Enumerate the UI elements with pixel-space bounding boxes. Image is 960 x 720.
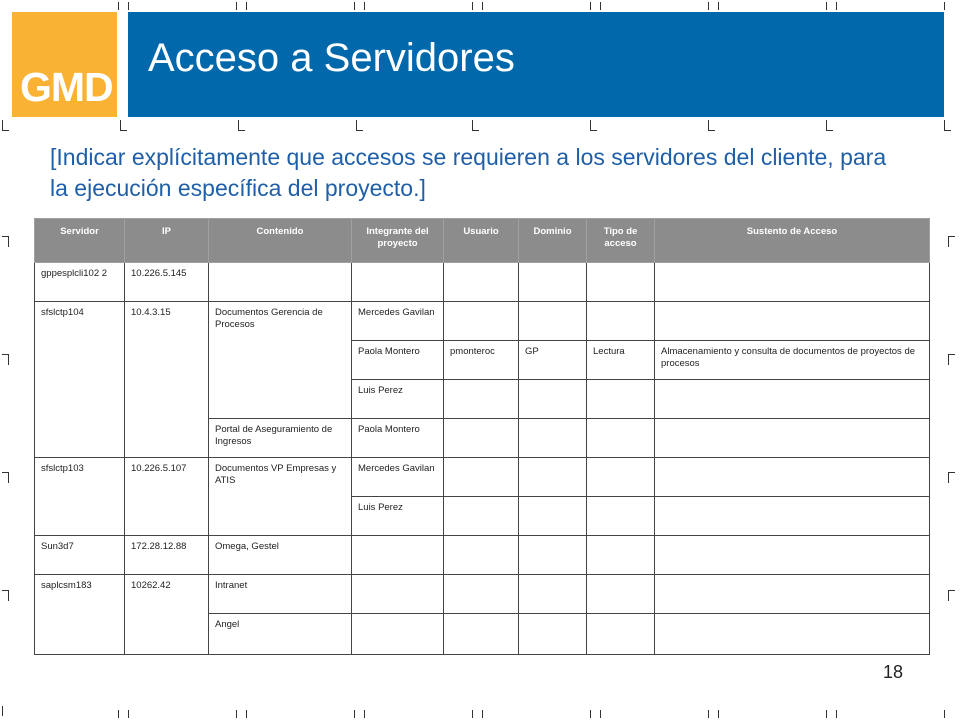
cell-empty: [655, 380, 930, 419]
cell-ip: 10.226.5.145: [125, 263, 209, 302]
cell-contenido: Documentos Gerencia de Procesos: [209, 302, 352, 419]
header-contenido: Contenido: [209, 219, 352, 263]
cell-contenido: Documentos VP Empresas y ATIS: [209, 458, 352, 536]
access-table: [34, 218, 930, 655]
cell-servidor: Sun3d7: [35, 536, 125, 575]
crop-mark: [246, 710, 257, 718]
cell-empty: [519, 302, 587, 341]
cell-empty: [587, 263, 655, 302]
cell-ip: 172.28.12.88: [125, 536, 209, 575]
crop-mark: [2, 590, 9, 601]
header-dominio: Dominio: [519, 219, 587, 263]
cell-empty: [655, 302, 930, 341]
cell-integrante: Paola Montero: [352, 341, 444, 380]
cell-empty: [444, 263, 519, 302]
cell-dominio: GP: [519, 341, 587, 380]
header-usuario: Usuario: [444, 219, 519, 263]
table-row: [35, 536, 930, 575]
crop-mark: [708, 120, 715, 131]
cell-empty: [587, 419, 655, 458]
crop-mark: [2, 472, 9, 483]
cell-empty: [519, 263, 587, 302]
cell-servidor: sfslctp103: [35, 458, 125, 536]
crop-mark: [590, 120, 597, 131]
crop-mark: [718, 2, 729, 10]
crop-mark: [948, 590, 955, 601]
gmd-logo: [12, 12, 117, 117]
cell-contenido: Portal de Aseguramiento de Ingresos: [209, 419, 352, 458]
crop-mark: [836, 2, 847, 10]
cell-empty: [655, 575, 930, 614]
crop-mark: [718, 710, 729, 718]
table-row: [35, 458, 930, 497]
crop-mark: [826, 120, 833, 131]
cell-empty: [444, 536, 519, 575]
crop-mark: [482, 2, 493, 10]
cell-integrante: Mercedes Gavilan: [352, 458, 444, 497]
crop-mark: [2, 236, 9, 247]
cell-empty: [352, 614, 444, 655]
crop-mark: [948, 236, 955, 247]
cell-contenido: Intranet: [209, 575, 352, 614]
crop-mark: [482, 710, 493, 718]
cell-ip: 10262.42: [125, 575, 209, 655]
cell-empty: [444, 614, 519, 655]
crop-mark: [364, 710, 375, 718]
cell-empty: [587, 536, 655, 575]
crop-mark: [948, 472, 955, 483]
cell-contenido: Angel: [209, 614, 352, 655]
cell-empty: [587, 458, 655, 497]
cell-usuario: pmonteroc: [444, 341, 519, 380]
cell-empty: [519, 458, 587, 497]
cell-empty: [587, 302, 655, 341]
header-tipo: Tipo de acceso: [587, 219, 655, 263]
cell-empty: [519, 614, 587, 655]
cell-empty: [519, 536, 587, 575]
crop-mark: [2, 120, 9, 131]
crop-mark: [2, 706, 13, 716]
crop-mark: [948, 354, 955, 365]
page-number: 18: [883, 662, 904, 682]
table-header-row: [35, 219, 930, 263]
cell-integrante: Paola Montero: [352, 419, 444, 458]
cell-integrante: Mercedes Gavilan: [352, 302, 444, 341]
crop-mark: [944, 120, 951, 131]
cell-empty: [587, 380, 655, 419]
cell-empty: [444, 458, 519, 497]
cell-empty: [352, 263, 444, 302]
cell-sustento: Almacenamiento y consulta de documentos de proyectos de procesos: [655, 341, 930, 380]
crop-mark: [472, 120, 479, 131]
cell-servidor: saplcsm183: [35, 575, 125, 655]
crop-mark: [356, 120, 363, 131]
cell-servidor: sfslctp104: [35, 302, 125, 458]
crop-mark: [238, 120, 245, 131]
crop-mark: [120, 120, 127, 131]
crop-mark: [944, 2, 955, 10]
table-row: [35, 302, 930, 341]
cell-integrante: Luis Perez: [352, 380, 444, 419]
cell-empty: [444, 302, 519, 341]
cell-empty: [444, 575, 519, 614]
crop-mark: [944, 710, 955, 718]
table-row: [35, 575, 930, 614]
cell-empty: [655, 263, 930, 302]
header-servidor: Servidor: [35, 219, 125, 263]
cell-empty: [209, 263, 352, 302]
cell-empty: [587, 614, 655, 655]
crop-mark: [246, 2, 257, 10]
cell-empty: [444, 380, 519, 419]
cell-empty: [352, 575, 444, 614]
slide-title: Acceso a Servidores: [148, 36, 515, 80]
cell-empty: [655, 458, 930, 497]
cell-empty: [519, 419, 587, 458]
crop-mark: [836, 710, 847, 718]
cell-empty: [519, 497, 587, 536]
cell-ip: 10.4.3.15: [125, 302, 209, 458]
cell-empty: [444, 419, 519, 458]
cell-ip: 10.226.5.107: [125, 458, 209, 536]
header-ip: IP: [125, 219, 209, 263]
cell-contenido: Omega, Gestel: [209, 536, 352, 575]
crop-mark: [2, 354, 9, 365]
cell-empty: [352, 536, 444, 575]
cell-empty: [655, 614, 930, 655]
cell-empty: [519, 380, 587, 419]
cell-empty: [444, 497, 519, 536]
cell-empty: [655, 536, 930, 575]
crop-mark: [128, 2, 139, 10]
cell-empty: [519, 575, 587, 614]
cell-integrante: Luis Perez: [352, 497, 444, 536]
cell-tipo: Lectura: [587, 341, 655, 380]
crop-mark: [600, 2, 611, 10]
cell-empty: [587, 575, 655, 614]
crop-mark: [364, 2, 375, 10]
cell-empty: [655, 497, 930, 536]
cell-empty: [587, 497, 655, 536]
header-integrante: Integrante del proyecto: [352, 219, 444, 263]
table-row: [35, 263, 930, 302]
crop-mark: [600, 710, 611, 718]
cell-empty: [655, 419, 930, 458]
header-sustento: Sustento de Acceso: [655, 219, 930, 263]
slide-subtitle: [Indicar explícitamente que accesos se requieren a los servidores del cliente, para la ejecución específica del proyecto.]: [50, 144, 887, 201]
crop-mark: [128, 710, 139, 718]
cell-servidor: gppesplcli102 2: [35, 263, 125, 302]
title-bar: [128, 12, 944, 117]
logo-text: GMD: [20, 64, 113, 110]
